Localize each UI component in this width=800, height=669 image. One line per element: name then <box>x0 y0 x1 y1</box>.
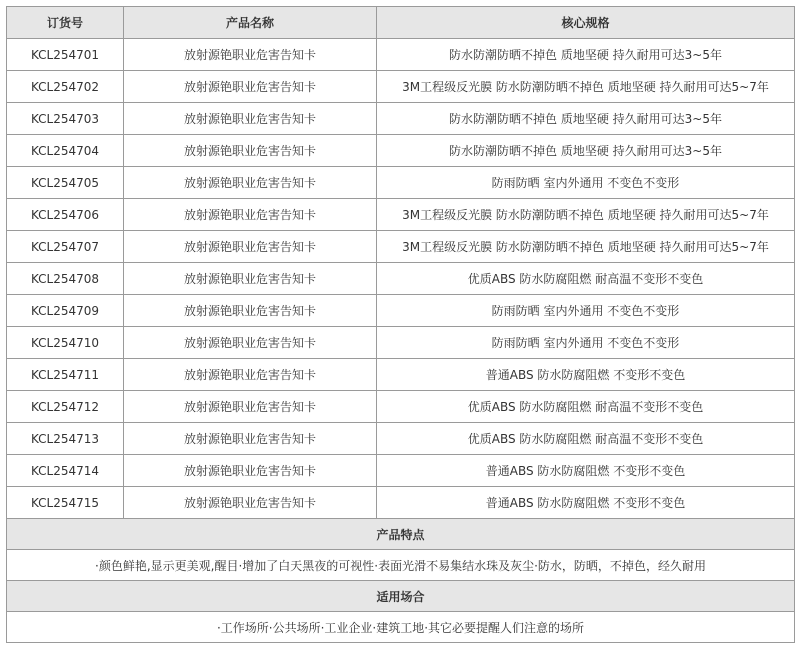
table-row <box>7 359 795 391</box>
cell-name: 放射源铯职业危害告知卡 <box>124 231 377 263</box>
cell-name: 放射源铯职业危害告知卡 <box>124 103 377 135</box>
cell-code: KCL254712 <box>7 391 124 423</box>
cell-code: KCL254705 <box>7 167 124 199</box>
table-row <box>7 455 795 487</box>
product-spec-table <box>6 6 795 643</box>
cell-code: KCL254710 <box>7 327 124 359</box>
cell-spec: 防雨防晒 室内外通用 不变色不变形 <box>377 167 795 199</box>
cell-name: 放射源铯职业危害告知卡 <box>124 455 377 487</box>
table-row <box>7 71 795 103</box>
cell-name: 放射源铯职业危害告知卡 <box>124 199 377 231</box>
table-row <box>7 39 795 71</box>
cell-name: 放射源铯职业危害告知卡 <box>124 71 377 103</box>
usage-text-row <box>7 612 795 643</box>
features-title-row <box>7 519 795 550</box>
table-row <box>7 199 795 231</box>
cell-code: KCL254713 <box>7 423 124 455</box>
cell-code: KCL254701 <box>7 39 124 71</box>
cell-spec: 防水防潮防晒不掉色 质地坚硬 持久耐用可达3~5年 <box>377 103 795 135</box>
cell-name: 放射源铯职业危害告知卡 <box>124 167 377 199</box>
features-text-row <box>7 550 795 581</box>
header-row <box>7 7 795 39</box>
cell-name: 放射源铯职业危害告知卡 <box>124 359 377 391</box>
cell-name: 放射源铯职业危害告知卡 <box>124 39 377 71</box>
usage-title: 适用场合 <box>7 581 795 612</box>
cell-spec: 3M工程级反光膜 防水防潮防晒不掉色 质地坚硬 持久耐用可达5~7年 <box>377 231 795 263</box>
cell-code: KCL254714 <box>7 455 124 487</box>
cell-name: 放射源铯职业危害告知卡 <box>124 295 377 327</box>
table-row <box>7 487 795 519</box>
cell-spec: 防水防潮防晒不掉色 质地坚硬 持久耐用可达3~5年 <box>377 39 795 71</box>
cell-spec: 3M工程级反光膜 防水防潮防晒不掉色 质地坚硬 持久耐用可达5~7年 <box>377 71 795 103</box>
cell-code: KCL254715 <box>7 487 124 519</box>
features-text: ·颜色鲜艳,显示更美观,醒目·增加了白天黑夜的可视性·表面光滑不易集结水珠及灰尘·防水，防晒，不掉色，经久耐用 <box>7 550 795 581</box>
cell-spec: 防水防潮防晒不掉色 质地坚硬 持久耐用可达3~5年 <box>377 135 795 167</box>
table-row <box>7 327 795 359</box>
table-row <box>7 103 795 135</box>
cell-spec: 优质ABS 防水防腐阻燃 耐高温不变形不变色 <box>377 391 795 423</box>
table-row <box>7 391 795 423</box>
cell-spec: 优质ABS 防水防腐阻燃 耐高温不变形不变色 <box>377 263 795 295</box>
usage-title-row <box>7 581 795 612</box>
cell-spec: 3M工程级反光膜 防水防潮防晒不掉色 质地坚硬 持久耐用可达5~7年 <box>377 199 795 231</box>
header-spec: 核心规格 <box>377 7 795 39</box>
cell-name: 放射源铯职业危害告知卡 <box>124 327 377 359</box>
cell-code: KCL254704 <box>7 135 124 167</box>
cell-spec: 普通ABS 防水防腐阻燃 不变形不变色 <box>377 359 795 391</box>
header-code: 订货号 <box>7 7 124 39</box>
cell-code: KCL254707 <box>7 231 124 263</box>
usage-text: ·工作场所·公共场所·工业企业·建筑工地·其它必要提醒人们注意的场所 <box>7 612 795 643</box>
cell-spec: 普通ABS 防水防腐阻燃 不变形不变色 <box>377 487 795 519</box>
header-name: 产品名称 <box>124 7 377 39</box>
cell-name: 放射源铯职业危害告知卡 <box>124 423 377 455</box>
table-row <box>7 263 795 295</box>
table-row <box>7 167 795 199</box>
cell-spec: 防雨防晒 室内外通用 不变色不变形 <box>377 295 795 327</box>
table-row <box>7 231 795 263</box>
cell-spec: 普通ABS 防水防腐阻燃 不变形不变色 <box>377 455 795 487</box>
cell-spec: 优质ABS 防水防腐阻燃 耐高温不变形不变色 <box>377 423 795 455</box>
cell-code: KCL254709 <box>7 295 124 327</box>
cell-code: KCL254706 <box>7 199 124 231</box>
cell-code: KCL254708 <box>7 263 124 295</box>
cell-code: KCL254711 <box>7 359 124 391</box>
cell-name: 放射源铯职业危害告知卡 <box>124 135 377 167</box>
cell-name: 放射源铯职业危害告知卡 <box>124 391 377 423</box>
cell-code: KCL254702 <box>7 71 124 103</box>
cell-name: 放射源铯职业危害告知卡 <box>124 487 377 519</box>
cell-spec: 防雨防晒 室内外通用 不变色不变形 <box>377 327 795 359</box>
table-row <box>7 295 795 327</box>
features-title: 产品特点 <box>7 519 795 550</box>
cell-name: 放射源铯职业危害告知卡 <box>124 263 377 295</box>
cell-code: KCL254703 <box>7 103 124 135</box>
table-row <box>7 423 795 455</box>
table-row <box>7 135 795 167</box>
